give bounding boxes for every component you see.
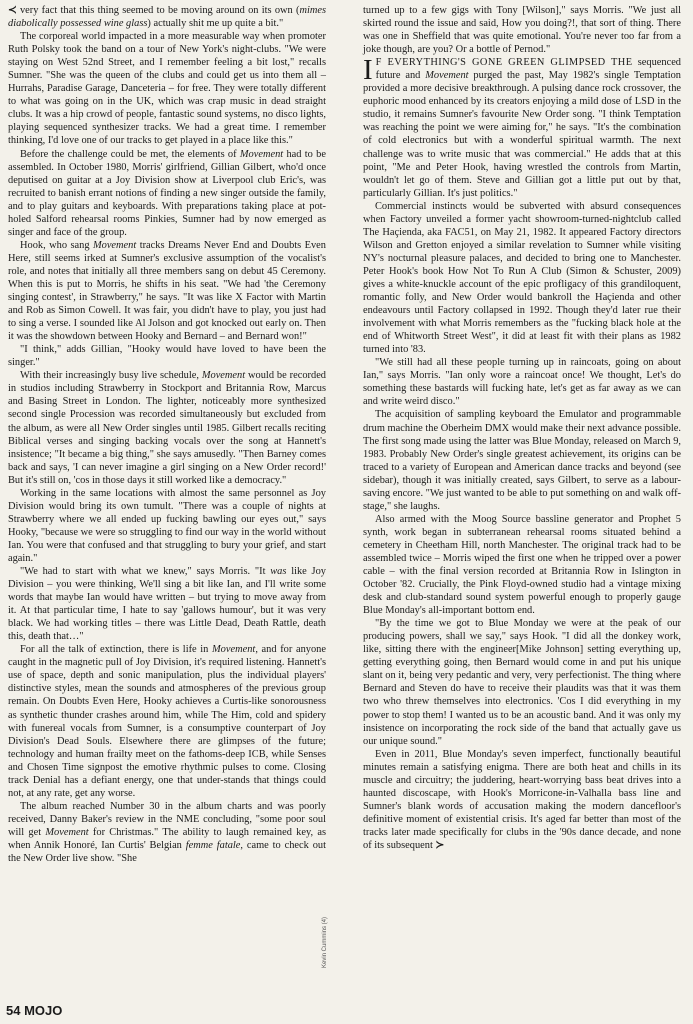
paragraph: Commercial instincts would be subverted with absurd consequences when Factory unveiled a former yacht showroom-turned-nightclub called The Haçienda, aka FAC51, on May 21, 1982. It appeared Factory directors Wilson and Gretton enjoyed a similar revelation to Sumner while visiting NY's nocturnal pleasure palaces, and decided to bring one to Manchester. Peter Hook's book How Not To Run A Club (Simon & Schuster, 2009) gives a white-knuckle account of the epic profligacy of this grandiloquent, romantic folly, and New Order would bankroll the Haçienda and other endeavours until Factory collapsed in 1992. Though they'd later rue their involvement with what Morris remembers as the "fucking black hole at the end of Whitworth Street West", it did at least fit with their plans as 1982 turned into '83. [363, 200, 681, 356]
lead-in: F EVERYTHING'S GONE GREEN GLIMPSED THE [375, 57, 633, 69]
page-folio [6, 1003, 62, 1018]
paragraph: "By the time we got to Blue Monday we were at the peak of our producing powers, shall we say," says Hook. "I did all the donkey work, like, sitting there with the engineer[Mike Johnson] setting everything up, getting everything going, then Bernard would come in and put his unique slant on it, being very pedantic and very, very perfectionist. The thing where Bernard and Steven do have to receive their plaudits was that it was them two who threw themselves into electronics. 'Cos I did everything in my power to stop them! I wanted us to be an acoustic band. And it was only my insistence on incorporating the rock side of the band that actually gave us our unique sound." [363, 618, 681, 747]
paragraph: turned up to a few gigs with Tony [Wilson]," says Morris. "We just all skirted round the issue and said, How you doing?!, that sort of thing. There was one in Sheffield that was quite emotional. You're never too far from a joke though, are you? Or a bottle of Pernod." [363, 5, 681, 56]
article-column-left [8, 4, 326, 865]
continued-arrow-icon: ≺ [8, 5, 17, 16]
paragraph: The corporeal world impacted in a more measurable way when promoter Ruth Polsky took the band on a tour of New York's night-clubs. "We were staying on West 52nd Street, and I remember feeling a bit lost," recalls Sumner. "She was the queen of the clubs and could get us into them all – Hurrahs, Paradise Garage, Danceteria – for free. They were totally different to what was going on in the UK, which was crap music in dead straight clubs. It was a hip crowd of people, fantastic sound systems, no disco lights, playing sequenced synthesizer tracks. We had a great time. I remember thinking, I'd love one of our tracks to get played in a place like this." [8, 31, 326, 147]
paragraph: "We had to start with what we knew," says Morris. "It was like Joy Division – you were thinking, We'll sing a bit like Ian, and I'll write some words that maybe Ian would have written – but trying to move away from it. At that particular time, I hate to say 'gallows humour', but it was very black. We had working titles – there was Little Dead, Death Rattle, death this, death that…" [8, 566, 326, 643]
page-number: 54 [6, 1003, 21, 1018]
paragraph: Working in the same locations with almost the same personnel as Joy Division would bring its own tumult. "There was a couple of nights at Strawberry where we all ended up fucking bawling our eyes out," says Hooky, "because we were so struggling to find our way in the world without Ian. You were that confused and that struggling to bury your grief, and start again." [8, 487, 326, 564]
drop-cap: I [363, 54, 373, 87]
paragraph: ≺ very fact that this thing seemed to be moving around on its own (mimes diabolically possessed wine glass) actually shit me up quite a bit." [8, 5, 326, 30]
paragraph: "We still had all these people turning up in raincoats, going on about Ian," says Morris. "Ian only wore a raincoat once! We thought, Let's do something these bastards will fucking hate, let's get as far away as we can and write weird disco." [363, 357, 681, 408]
continued-arrow-icon: ≻ [435, 840, 445, 851]
paragraph: The acquisition of sampling keyboard the Emulator and programmable drum machine the Oberheim DMX would make their next advance possible. The first song made using the latter was Blue Monday, released on March 9, 1983. Probably New Order's single greatest achievement, its origins can be traced to a variety of European and American dance tracks and beyond (see sidebar), though it was initially created, says Gilbert, to serve as a labour-saving encore. "We just wanted to be able to put something on and walk off-stage," she laughs. [363, 409, 681, 512]
paragraph: The album reached Number 30 in the album charts and was poorly received, Danny Baker's review in the NME concluding, "some poor soul will get Movement for Christmas." The ability to laugh remained key, as when Annik Honoré, Ian Curtis' Belgian femme fatale, came to check out the New Order live show. "She [8, 800, 326, 865]
paragraph: With their increasingly busy live schedule, Movement would be recorded in studios including Strawberry in Stockport and Britannia Row, Marcus and Basing Street in London. The lighter, noticeably more synthesized second single Procession was recorded simultaneously but excluded from the album, as were all New Order singles until 1985. Gilbert recalls reciting Biblical verses and singing backing vocals over the song at Hannett's insistence; "It became a big thing," she says amusedly. "Then Barney comes back and says, 'I can never imagine a girl singing on a New Order record!' But it's still on, 'cos in those days it still worked like a democracy." [8, 370, 326, 486]
article-column-right [363, 4, 681, 852]
paragraph: Before the challenge could be met, the elements of Movement had to be assembled. In October 1980, Morris' girlfriend, Gillian Gilbert, who'd once deputised on guitar at a Joy Division show at Liverpool club Eric's, was recruited to banish errant notions of finding a new singer outside the family, and to play guitars and keyboards. With preparations taking place at pot-holed Salford rehearsal rooms Pinkies, Sumner had by now emerged as singer and face of the group. [8, 148, 326, 238]
paragraph: "I think," adds Gillian, "Hooky would have loved to have been the singer." [8, 344, 326, 369]
paragraph: Even in 2011, Blue Monday's seven imperfect, functionally beautiful minutes remain a satisfying enigma. There are both heat and chills in its muscle and circuitry; the juddering, heart-worrying bass beat drives into a haunted discoscape, with Hook's Morricone-in-Valhalla bass line and Sumner's blank words of accusation making the modern dancefloor's definitive moment of existential crisis. It's aged far better than most of the tracks later made specifically for clubs in the '90s dance decade, and none of its subsequent ≻ [363, 748, 681, 851]
section-opening-paragraph: I F EVERYTHING'S GONE GREEN GLIMPSED THE sequenced future and Movement purged the past, May 1982's single Temptation provided a more decisive breakthrough. A pulsing dance rock crossover, the euphoric mood enhanced by its creators enjoying a mild dose of LSD in the studio, it remains Sumner's favourite New Order song. "I think Temptation was reaching the point we were aiming for," he says. "It's the combination of cold electronics but with a wonderful spiritual warmth. The next challenge was to write music that was commercial." He adds that at this point, "Me and Peter Hook, having wrestled the controls from Martin, wouldn't let go of them. Steve and Gillian got a little put out by that, particularly Gillian. It's just politics." [363, 54, 682, 199]
paragraph: Also armed with the Moog Source bassline generator and Prophet 5 synth, work began in subterranean rehearsal rooms situated behind a cemetery in Cheetham Hill, north Manchester. The original track had to be assembled twice – Morris wiped the first one when he tripped over a power cable – with the final version recorded at Britannia Row in Islington in October '82. Crucially, the Pink Floyd-owned studio had a vintage mixing desk and club-standard sound system powerful enough to properly gauge Blue Monday's all-important bottom end. [363, 513, 681, 617]
paragraph: For all the talk of extinction, there is life in Movement, and for anyone caught in the magnetic pull of Joy Division, it's required listening. Hannett's use of space, depth and sonic manipulation, plus the individual players' distinctive styles, mean the sounds and atmospheres of the previous group remain. On Doubts Even Here, Hooky achieves a Curtis-like sonorousness as synthetic thunder crashes around him, while The Him, cold and spidery with funereal vocals from Sumner, is a consumptive counterpart of Joy Division's Dead Souls. Elsewhere there are glimpses of the future; technology and human frailty meet on the fathoms-deep ICB, while Senses and Chosen Time signpost the emotive rhythmic pulses to come. Closing track Denial has a defiant energy, one that under-stands that things could not, at any rate, get any worse. [8, 644, 326, 799]
magazine-name: MOJO [24, 1003, 63, 1018]
paragraph: Hook, who sang Movement tracks Dreams Never End and Doubts Even Here, still seems irked at Sumner's exclusive assumption of the vocalist's role, and notes that initially all three members sang on debut 45 Ceremony. When this is put to Morris, he shifts in his seat. "We had 'the Ceremony singing contest', in Strawberry," he says. "It was like X Factor with Martin and Rob as Simon Cowell. It was fair, you didn't have to play, you just had to sing a verse. I sounded like Al Jolson and got knocked out early on. Then it was the showdown between Hooky and Bernard – and Bernard won!" [8, 239, 326, 343]
photo-credit: Kevin Cummins (4) [322, 916, 328, 968]
